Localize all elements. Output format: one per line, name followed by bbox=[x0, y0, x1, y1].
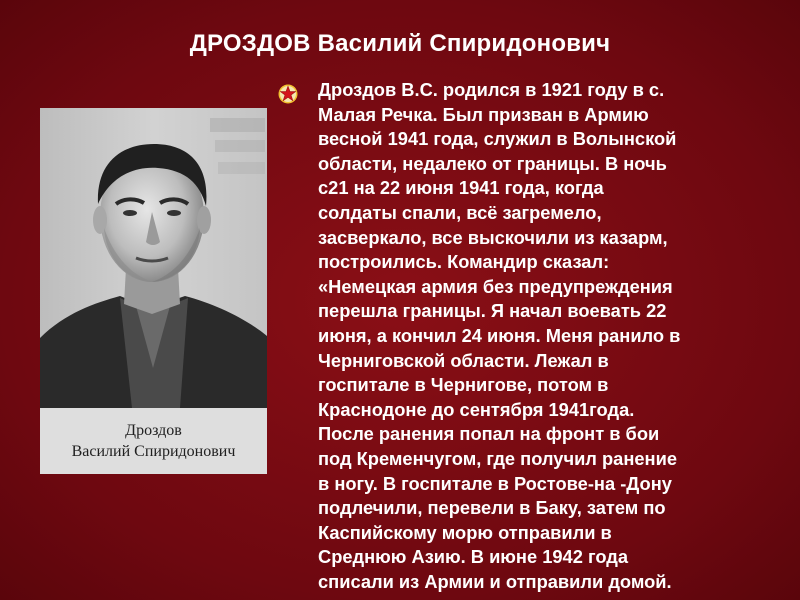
caption-line-surname: Дроздов bbox=[125, 422, 182, 439]
biography-line: в ногу. В госпитале в Ростове-на -Дону bbox=[318, 472, 672, 494]
biography-line: списали из Армии и отправили домой. bbox=[318, 570, 672, 592]
biography-line: перешла границы. Я начал воевать 22 bbox=[318, 300, 667, 322]
caption-line-name: Василий Спиридонович bbox=[71, 443, 236, 460]
biography-line: засверкало, все выскочили из казарм, bbox=[318, 226, 668, 248]
biography-line: подлечили, перевели в Баку, затем по bbox=[318, 497, 666, 519]
biography-line: с21 на 22 июня 1941 года, когда bbox=[318, 177, 604, 199]
biography-line: Дроздов В.С. родился в 1921 году в с. bbox=[318, 79, 665, 100]
biography-line: июня, а кончил 24 июня. Меня ранило в bbox=[318, 324, 681, 346]
biography-line: солдаты спали, всё загремело, bbox=[318, 201, 602, 223]
biography-line: Каспийскому морю отправили в bbox=[318, 521, 612, 543]
biography-text bbox=[318, 78, 784, 594]
portrait-card bbox=[40, 108, 267, 474]
biography-line: «Немецкая армия без предупреждения bbox=[318, 275, 673, 297]
slide-title: ДРОЗДОВ Василий Спиридонович bbox=[189, 30, 611, 57]
biography-line: области, недалеко от границы. В ночь bbox=[318, 152, 667, 174]
biography-line: Малая Речка. Был призван в Армию bbox=[318, 103, 649, 125]
portrait-caption bbox=[40, 410, 267, 472]
biography-line: госпитале в Чернигове, потом в bbox=[318, 374, 609, 396]
biography-line: После ранения попал на фронт в бои bbox=[318, 423, 660, 445]
biography-line: построились. Командир сказал: bbox=[318, 251, 610, 273]
portrait-photo bbox=[40, 108, 267, 408]
biography-line: Краснодоне до сентября 1941года. bbox=[318, 398, 635, 420]
biography-line: под Кременчугом, где получил ранение bbox=[318, 447, 677, 469]
biography-line: весной 1941 года, служил в Волынской bbox=[318, 128, 677, 150]
biography-line: Среднюю Азию. В июне 1942 года bbox=[318, 546, 629, 568]
red-star-icon bbox=[278, 84, 298, 104]
biography-line: Черниговской области. Лежал в bbox=[318, 349, 609, 371]
